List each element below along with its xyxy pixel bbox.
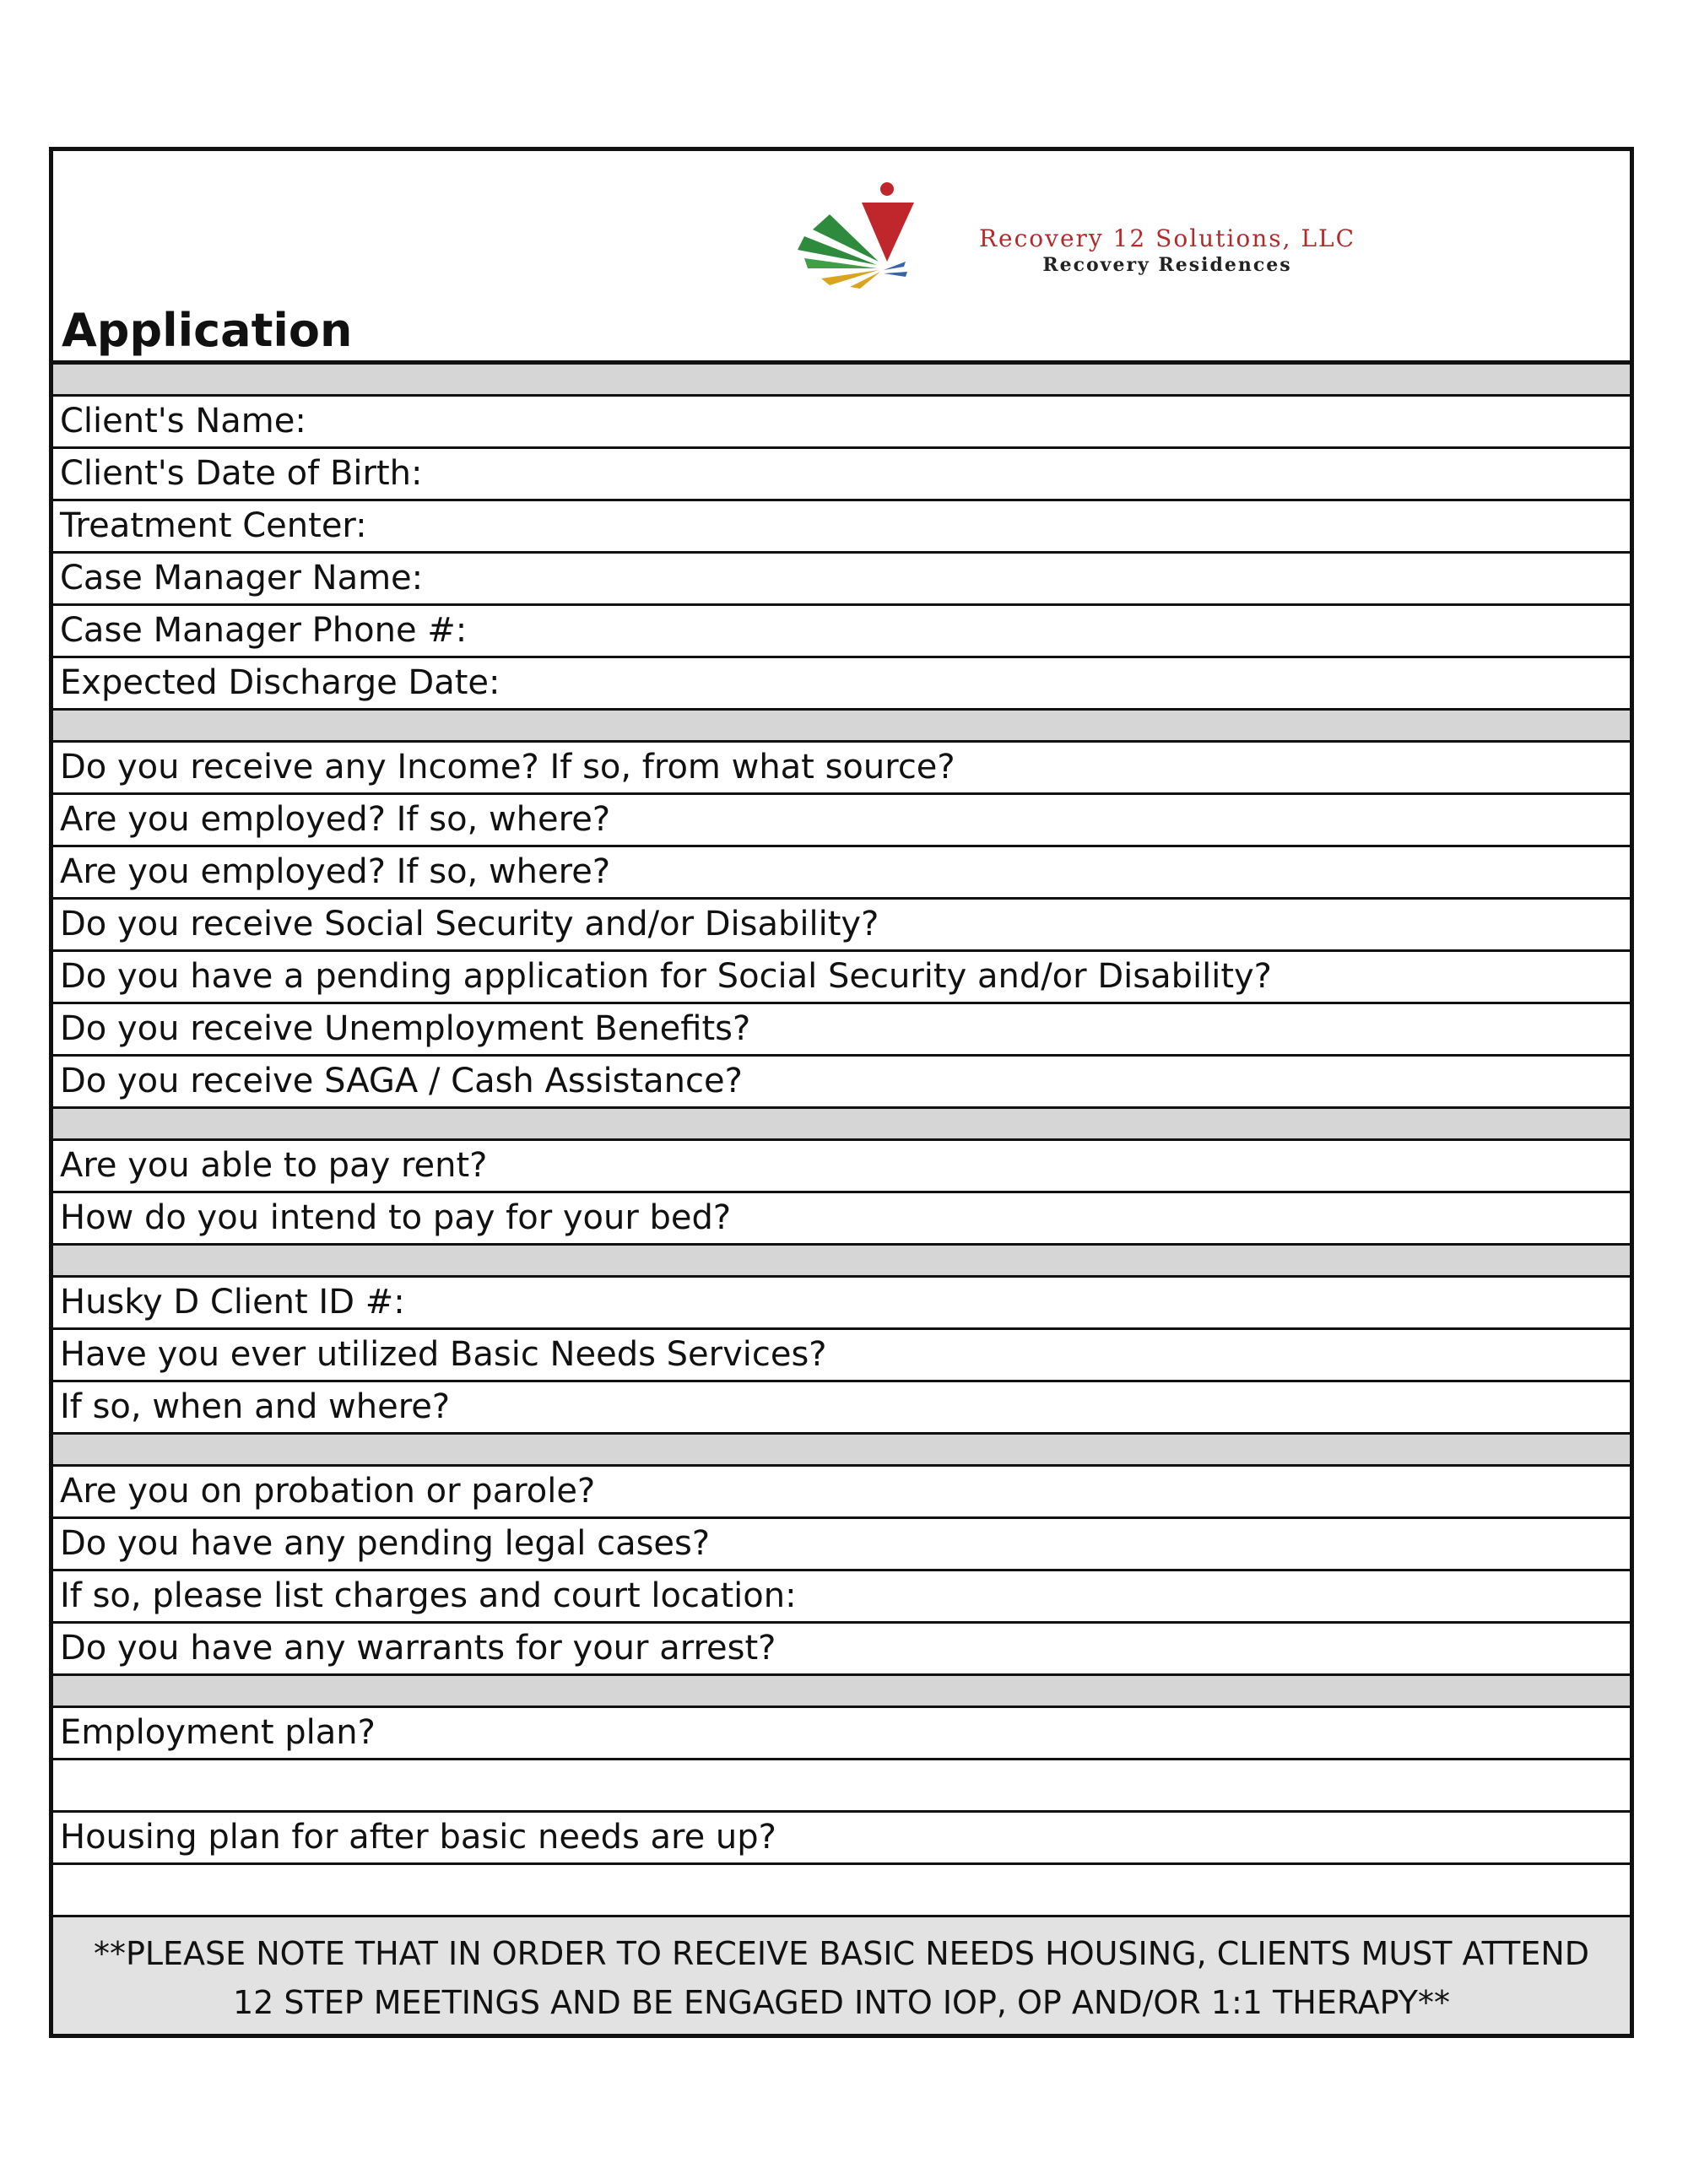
form-field-row[interactable]: Treatment Center:: [53, 501, 1630, 554]
section-divider: [53, 1676, 1630, 1708]
form-field-row[interactable]: Do you receive Social Security and/or Disability?: [53, 900, 1630, 952]
company-tagline: Recovery Residences: [1042, 254, 1292, 276]
form-field-row[interactable]: Do you receive Unemployment Benefits?: [53, 1004, 1630, 1057]
form-field-row[interactable]: Housing plan for after basic needs are up?: [53, 1813, 1630, 1865]
company-name: Recovery 12 Solutions, LLC: [978, 224, 1356, 252]
section-divider: [53, 1109, 1630, 1141]
section-divider: [53, 711, 1630, 743]
form-field-row[interactable]: Are you on probation or parole?: [53, 1467, 1630, 1519]
form-field-row[interactable]: Do you have any pending legal cases?: [53, 1519, 1630, 1571]
form-field-row[interactable]: Client's Name:: [53, 397, 1630, 449]
page-title: Application: [62, 304, 353, 357]
form-field-row[interactable]: Case Manager Name:: [53, 554, 1630, 606]
form-field-row[interactable]: Do you receive SAGA / Cash Assistance?: [53, 1057, 1630, 1109]
form-field-row[interactable]: Do you receive any Income? If so, from what source?: [53, 743, 1630, 795]
form-field-row[interactable]: Do you have any warrants for your arrest?: [53, 1624, 1630, 1676]
section-divider: [53, 365, 1630, 397]
form-field-row[interactable]: Are you employed? If so, where?: [53, 847, 1630, 900]
form-field-row[interactable]: Expected Discharge Date:: [53, 658, 1630, 711]
blank-answer-row[interactable]: [53, 1865, 1630, 1917]
form-field-row[interactable]: If so, when and where?: [53, 1382, 1630, 1435]
form-header: [53, 151, 1630, 365]
section-divider: [53, 1246, 1630, 1278]
section-divider: [53, 1435, 1630, 1467]
blank-answer-row[interactable]: [53, 1760, 1630, 1813]
form-field-row[interactable]: How do you intend to pay for your bed?: [53, 1193, 1630, 1246]
form-field-row[interactable]: Client's Date of Birth:: [53, 449, 1630, 501]
form-field-row[interactable]: Have you ever utilized Basic Needs Services?: [53, 1330, 1630, 1382]
application-form: [49, 147, 1634, 2038]
form-sections: [53, 365, 1630, 1917]
form-field-row[interactable]: Case Manager Phone #:: [53, 606, 1630, 658]
form-field-row[interactable]: Husky D Client ID #:: [53, 1278, 1630, 1330]
form-field-row[interactable]: If so, please list charges and court location:: [53, 1571, 1630, 1624]
form-field-row[interactable]: Are you employed? If so, where?: [53, 795, 1630, 847]
form-field-row[interactable]: Employment plan?: [53, 1708, 1630, 1760]
form-field-row[interactable]: Are you able to pay rent?: [53, 1141, 1630, 1193]
sunburst-logo-icon: [779, 181, 931, 290]
requirements-note: **PLEASE NOTE THAT IN ORDER TO RECEIVE BASIC NEEDS HOUSING, CLIENTS MUST ATTEND 12 STEP MEETINGS AND BE ENGAGED INTO IOP, OP AND/OR 1:1 THERAPY**: [53, 1917, 1630, 2034]
company-logo: [728, 181, 1387, 299]
form-field-row[interactable]: Do you have a pending application for Social Security and/or Disability?: [53, 952, 1630, 1004]
